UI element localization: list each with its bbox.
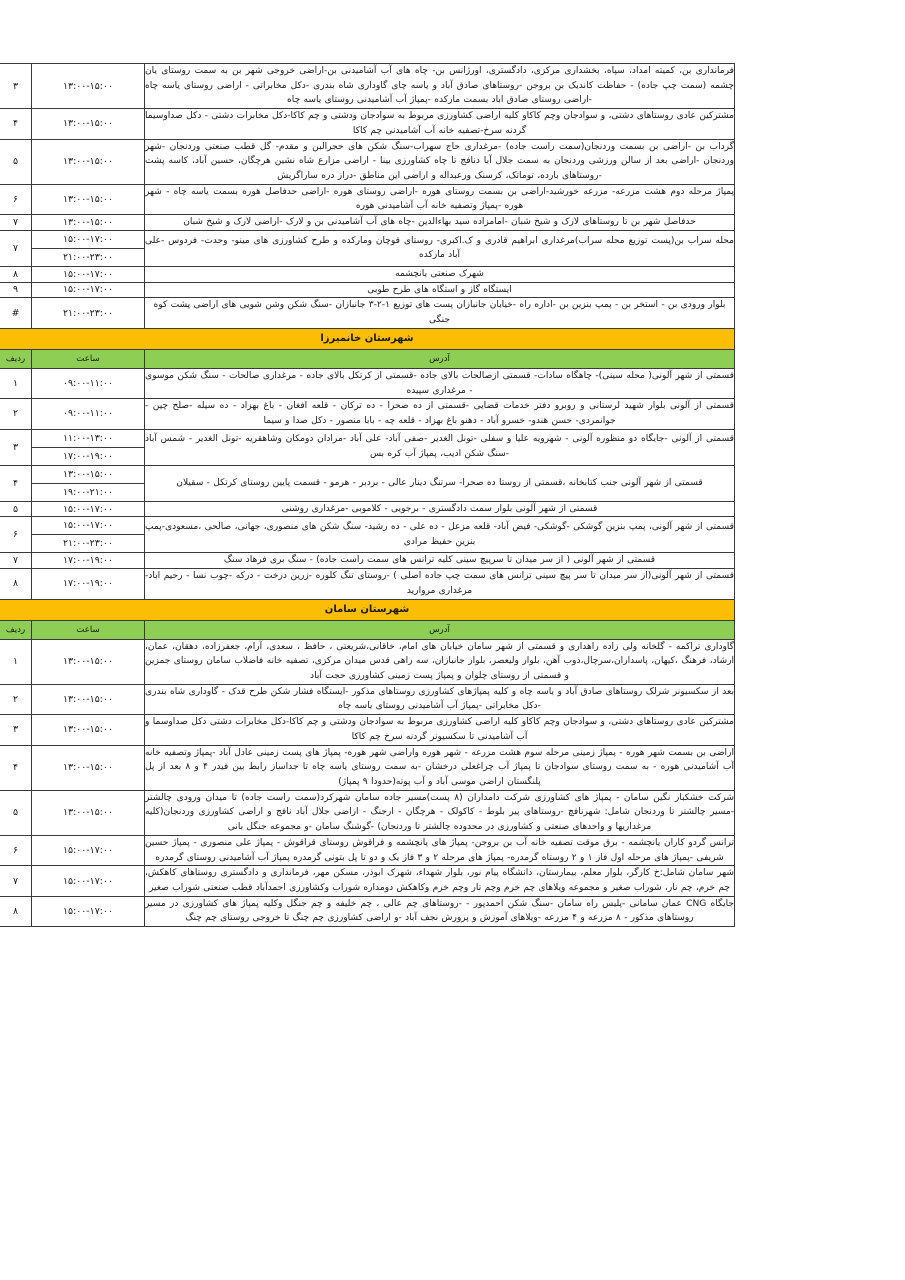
row-number-cell: ۴ (0, 465, 32, 501)
outage-address-cell: ایستگاه گاز و استگاه های طرح طوبی (145, 282, 735, 298)
table-row (0, 639, 735, 684)
table-row (0, 517, 735, 553)
outage-time-cell: ۱۳:۰۰-۱۵:۰۰ (32, 639, 145, 684)
row-number-cell: ۸ (0, 896, 32, 926)
section-title: شهرستان سامان (0, 599, 735, 620)
outage-address-cell: فرمانداری بن، کمیته امداد، سپاه، بخشداری مرکزی، دادگستری، اورژانس بن- چاه های آب آشامیدنی بن-اراضی خروجی شهر بن به سمت روستای یان چشمه (سمت چپ جاده) - حفاظت کاندیک بن بروجن -روستاهای صادق آباد و یاسه چای گاوداری شاه بندری -دکل مخابراتی - اراضی روستای یاسه چاه -اراضی روستای صادق اباد بسمت مارکده -پمپاژ آب آشامیدنی روستای یاسه چاه (145, 64, 735, 109)
outage-address-cell: بلوار ورودی بن - استخر بن - پمپ بنزین بن -اداره راه -خیابان جانبازان پست های توزیع ۱-۲-۳ جانبازان -سنگ شکن وشن شویی های اراضی پشت کوه جنگی (145, 298, 735, 328)
table-row (0, 298, 735, 328)
row-number-cell: ۵ (0, 501, 32, 517)
table-row (0, 230, 735, 266)
outage-schedule-table (0, 63, 735, 927)
outage-address-cell: شهر سامان شامل:خ کارگر، بلوار معلم، بیمارستان، دانشگاه پیام نور، بلوار شهداء، شهرک ابوذر، مسکن مهر، فرمانداری و دادگستری روستاهای کاهکش، چم خرم، چم نار، شوراب صغیر و مجموعه ویلاهای چم خرم وچم تار وچم خرم وکاهکش دومداره شوراب وکشاورزی احمدآباد قطب صنعتی شوراب صغیر (145, 866, 735, 896)
outage-time-cell: ۱۳:۰۰-۱۵:۰۰ (32, 715, 145, 745)
outage-time-slot: ۱۵:۰۰-۱۷:۰۰ (63, 233, 113, 245)
outage-time-cell: ۰۹:۰۰-۱۱:۰۰ (32, 399, 145, 429)
outage-time-slot: ۱۷:۰۰-۱۹:۰۰ (32, 447, 144, 465)
row-number-cell: ۷ (0, 230, 32, 266)
outage-time-slot: ۱۳:۰۰-۱۵:۰۰ (63, 468, 113, 480)
table-row (0, 569, 735, 599)
section-header-row (0, 599, 735, 620)
outage-address-cell: ترانس گردو کاران یانچشمه - برق موقت تصفیه خانه آب بن بروجن- پمپاژ های یانچشمه و فراقوش روستای قراقوش - پمپاژ علی منصوری - پمپاژ حسین شریفی -پمپاژ های مرحله اول فاز ۱ و ۲ روستاه گرمدره- پمپاژ های مرحله ۲ و ۳ فاز یک و دو تا پل بتونی گرمدره پمپاژ آب آشامیدنی روستای گرمدره (145, 835, 735, 865)
outage-address-cell: شرکت خشکبار نگین سامان - پمپاژ های کشاورزی شرکت دامداران (۸ پست)مسیر جاده سامان شهرکرد(سمت راست جاده) تا میدان ورودی چالشتر -مسیر چالشتر تا وردنجان شامل: شهرنافچ -روستاهای پیر بلوط - کاکولک - هرچگان - ارجنگ - اراضی جلال آباد نافج و اراضی کشاورزی وردنجان(کلیه مرغداریها و واحدهای صنعتی و کشاورزی در محدوده چالشتر تا وردنجان) -گوشنگ سامان -و مجموعه جنگل بانی (145, 790, 735, 835)
row-number-cell: ۱ (0, 639, 32, 684)
column-header-rowno: ردیف (0, 620, 32, 639)
table-row (0, 399, 735, 429)
outage-time-cell: ۱۵:۰۰-۱۷:۰۰ (32, 282, 145, 298)
outage-address-cell: قسمتی از شهر آلونی ( از سر میدان تا سرپیچ سینی کلیه ترانس های سمت راست جاده) - سنگ بری فرهاد سنگ (145, 553, 735, 569)
table-row (0, 896, 735, 926)
row-number-cell: ۲ (0, 684, 32, 714)
table-row (0, 866, 735, 896)
outage-time-cell: ۰۹:۰۰-۱۱:۰۰ (32, 368, 145, 398)
outage-address-cell: شهرک صنعتی یانچشمه (145, 266, 735, 282)
outage-time-cell: ۱۳:۰۰-۱۵:۰۰ (32, 684, 145, 714)
outage-time-cell: ۱۳:۰۰-۱۵:۰۰ (32, 215, 145, 231)
outage-time-cell (32, 517, 145, 553)
outage-address-cell: قسمتی از شهر آلونی( محله سینی)- چاهگاه سادات- قسمتی ازصالحات بالای جاده -قسمتی از کرتکل بالای جاده - مرغداری صالحات - سنگ شکن موسوی - مرغداری سپیده (145, 368, 735, 398)
table-row (0, 368, 735, 398)
row-number-cell: ۲ (0, 399, 32, 429)
outage-time-cell: ۱۷:۰۰-۱۹:۰۰ (32, 569, 145, 599)
table-row (0, 215, 735, 231)
table-row (0, 745, 735, 790)
outage-address-cell: قسمتی از شهر آلونی(از سر میدان تا سر پیچ سینی ترانس های سمت چپ جاده اصلی ) -روستای تنگ کلوره -زرین درخت - درکه -چوب نسا - رحیم اباد-مرغداری مروارید (145, 569, 735, 599)
row-number-cell: ۵ (0, 790, 32, 835)
outage-time-cell: ۱۳:۰۰-۱۵:۰۰ (32, 139, 145, 184)
column-header-time: ساعت (32, 620, 145, 639)
table-row (0, 109, 735, 139)
outage-time-cell: ۱۳:۰۰-۱۵:۰۰ (32, 64, 145, 109)
column-header-row (0, 620, 735, 639)
table-row (0, 429, 735, 465)
row-number-cell: ۸ (0, 569, 32, 599)
outage-time-cell: ۱۳:۰۰-۱۵:۰۰ (32, 109, 145, 139)
outage-address-cell: بعد از سکسیونر شرلک روستاهای صادق آباد و یاسه چاه و کلیه پمپاژهای کشاورزی روستاهای مذکور -ایستگاه فشار شکن طرح قدک - گاوداری شاه بندری -دکل مخابراتی -پمپاژ آب آشامیدنی روستای یاسه چاه (145, 684, 735, 714)
table-row (0, 184, 735, 214)
outage-time-cell: ۱۳:۰۰-۱۵:۰۰ (32, 790, 145, 835)
row-number-cell: ۶ (0, 835, 32, 865)
column-header-rowno: ردیف (0, 349, 32, 368)
outage-time-cell: ۱۵:۰۰-۱۷:۰۰ (32, 896, 145, 926)
outage-address-cell: قسمتی از شهر آلونی بلوار سمت دادگستری - برجویی - کلاموبی -مرغداری روشنی (145, 501, 735, 517)
table-row (0, 266, 735, 282)
outage-time-cell: ۱۳:۰۰-۱۵:۰۰ (32, 184, 145, 214)
table-row (0, 715, 735, 745)
row-number-cell: ۸ (0, 266, 32, 282)
outage-time-cell (32, 429, 145, 465)
outage-time-slot: ۱۱:۰۰-۱۳:۰۰ (63, 432, 113, 444)
outage-address-cell: جایگاه CNG عمان سامانی -پلیس راه سامان -سنگ شکن احمدپور - -روستاهای چم عالی ، چم خلیفه و چم جنگل وکلیه پمپاژ های کشاورزی در مسیر روستاهای مذکور - ۸ مزرعه و ۴ مزرعه -ویلاهای آموزش و پرورش نجف آباد -و اراضی کشاورزی چم چنگ تا خروجی روستای چم چنگ (145, 896, 735, 926)
outage-time-cell: ۱۷:۰۰-۱۹:۰۰ (32, 553, 145, 569)
table-row (0, 64, 735, 109)
row-number-cell: ۷ (0, 553, 32, 569)
row-number-cell: # (0, 298, 32, 328)
table-row (0, 501, 735, 517)
column-header-address: آدرس (145, 349, 735, 368)
row-number-cell: ۷ (0, 866, 32, 896)
outage-time-slot: ۲۱:۰۰-۲۳:۰۰ (32, 534, 144, 552)
row-number-cell: ۹ (0, 282, 32, 298)
row-number-cell: ۴ (0, 109, 32, 139)
schedule-table-body (0, 64, 735, 927)
outage-time-cell: ۱۵:۰۰-۱۷:۰۰ (32, 501, 145, 517)
column-header-address: آدرس (145, 620, 735, 639)
table-row (0, 684, 735, 714)
row-number-cell: ۶ (0, 517, 32, 553)
outage-address-cell: حدفاصل شهر بن تا روستاهای لارک و شیخ شبان -امامزاده سید بهاءالدین -چاه های آب آشامیدنی بن و لارک -اراضی لارک و شیخ شبان (145, 215, 735, 231)
outage-time-slot: ۲۱:۰۰-۲۳:۰۰ (32, 248, 144, 266)
outage-address-cell: قسمتی از شهر آلونی، پمپ بنزین گوشکی -گوشکی- فیض آباد- قلعه مزعل - ده علی - ده رشید- سنگ شکن های منصوری، جهانی، صالحی ،مسعودی-پمپ بنزین حفیظ مرادی (145, 517, 735, 553)
outage-address-cell: محله سراب بن(پست توزیع محله سراب)مرغداری ابراهیم قادری و ک.اکبری- روستای قوچان ومارکده و طرح کشاورزی های مینو- وحدت- فردوس -علی آباد مارکده (145, 230, 735, 266)
outage-time-slot: ۱۹:۰۰-۲۱:۰۰ (32, 483, 144, 501)
outage-address-cell: گاوداری تراکمه - گلخانه ولی زاده راهداری و قسمتی از شهر سامان خیابان های امام، خاقانی،شریعتی ، حافظ ، سعدی، آرام، جعفرزاده، دهقان، عمان، ارشاد، فرهنگ ،کیهان، پاسداران،سرچال،ذوب آهن، بلوار ولیعصر، بلوار جانبازان، سه راهی قدس میدان مرکزی، تصفیه خانه فاضلاب سامان روستای جمزین و قسمتی از روستای چلوان و پمپاژ پست زمینی کشاورزی حجت آباد (145, 639, 735, 684)
outage-address-cell: پمپاژ مرحله دوم هشت مزرعه- مزرعه خورشید-اراضی بن بسمت روستای هوره -اراضی روستای هوره -اراضی حدفاصل هوره بسمت یاسه چاه - شهر هوره -پمپاژ وتصفیه خانه آب آشامیدنی هوره (145, 184, 735, 214)
outage-time-cell: ۱۵:۰۰-۱۷:۰۰ (32, 266, 145, 282)
outage-address-cell: گرداب بن -اراضی بن بسمت وردنجان(سمت راست جاده) -مرغداری حاج سهراب-سنگ شکن های حجرالبن و مقدم- گل قطب صنعتی وردنجان -شهر وردنجان -اراضی بعد از سالن ورزشی وردنجان به سمت جلال آبا دنافج تا چاه کشاورزی بینا - اراضی مزارع شاه نشین هرچگان، حسین آباد، کاسه پشت -روستاهای بارده، توماتک، کرسنک ورعبداله و اراضی این مناطق -دراز دره ساراگریش (145, 139, 735, 184)
outage-address-cell: قسمتی از شهر آلونی جنب کتابخانه ،قسمتی از روستا ده صحرا- سرتنگ دینار عالی - بردبر - هرمو - قسمت پایین روستای کرتکل - سقیلان (145, 465, 735, 501)
section-title: شهرستان خانمیرزا (0, 328, 735, 349)
outage-time-cell (32, 230, 145, 266)
row-number-cell: ۳ (0, 429, 32, 465)
outage-address-cell: قسمتی از آلونی -جایگاه دو منظوره آلونی - شهرویه علیا و سفلی -تونل الغدیر -صفی آباد- علی آباد -مرادان دومکان وشاهقریه -تونل الغدیر - شمس آباد -سنگ شکن ادیب، پمپاژ آب کره بس (145, 429, 735, 465)
table-row (0, 282, 735, 298)
row-number-cell: ۱ (0, 368, 32, 398)
row-number-cell: ۳ (0, 715, 32, 745)
column-header-time: ساعت (32, 349, 145, 368)
row-number-cell: ۵ (0, 139, 32, 184)
outage-address-cell: مشترکین عادی روستاهای دشتی، و سوادجان وچم کاکاو کلیه اراضی کشاورزی مربوط به سوادجان ودشتی و چم کاکا-دکل مخابرات دشتی دکل صداوسما و آب آشامیدنی تا سکسیونر گردنه سرخ چم کاکا (145, 715, 735, 745)
table-row (0, 465, 735, 501)
outage-time-cell (32, 465, 145, 501)
outage-time-cell: ۲۱:۰۰-۲۳:۰۰ (32, 298, 145, 328)
outage-address-cell: مشترکین عادی روستاهای دشتی، و سوادجان وچم کاکاو کلیه اراضی کشاورزی مربوط به سوادجان ودشتی و چم کاکا-دکل مخابرات دشتی - دکل صداوسیما گردنه سرخ-تصفیه خانه آب آشامیدنی چم کاکا (145, 109, 735, 139)
outage-time-cell: ۱۵:۰۰-۱۷:۰۰ (32, 835, 145, 865)
section-header-row (0, 328, 735, 349)
column-header-row (0, 349, 735, 368)
row-number-cell: ۴ (0, 745, 32, 790)
row-number-cell: ۳ (0, 64, 32, 109)
outage-time-cell: ۱۵:۰۰-۱۷:۰۰ (32, 866, 145, 896)
row-number-cell: ۷ (0, 215, 32, 231)
outage-time-slot: ۱۵:۰۰-۱۷:۰۰ (63, 520, 113, 532)
row-number-cell: ۶ (0, 184, 32, 214)
outage-time-cell: ۱۳:۰۰-۱۵:۰۰ (32, 745, 145, 790)
table-row (0, 139, 735, 184)
table-row (0, 553, 735, 569)
table-row (0, 835, 735, 865)
table-row (0, 790, 735, 835)
outage-address-cell: اراضی بن بسمت شهر هوره - پمپاژ زمینی مرحله سوم هشت مزرعه - شهر هوره واراضی شهر هوره- پمپاژ های پست زمینی عادل آباد -پمپاژ وتصفیه خانه آب آشامیدنی هوره - به سمت روستای سوادجان تا پمپاژ آب چراغعلی درخشان -به سمت روستای یاسه چاه تا جداساز رابط بین فیدر ۴ و ۸ بعد از پل پلنگستان اراضی موسی آباد و آب پوته(حدودا ۹ پمپاژ) (145, 745, 735, 790)
outage-address-cell: قسمتی از آلونی بلوار شهید لرستانی و روبرو دفتر خدمات قضایی -قسمتی از ده صحرا - ده ترکان - قلعه افغان - باغ بهزاد - ده سیله -صلح چین - جوانمردی- حسن هندو- خسرو آباد - دهنو باغ بهزاد - قلعه چه - بابا منصور - دکل صدا و سیما (145, 399, 735, 429)
